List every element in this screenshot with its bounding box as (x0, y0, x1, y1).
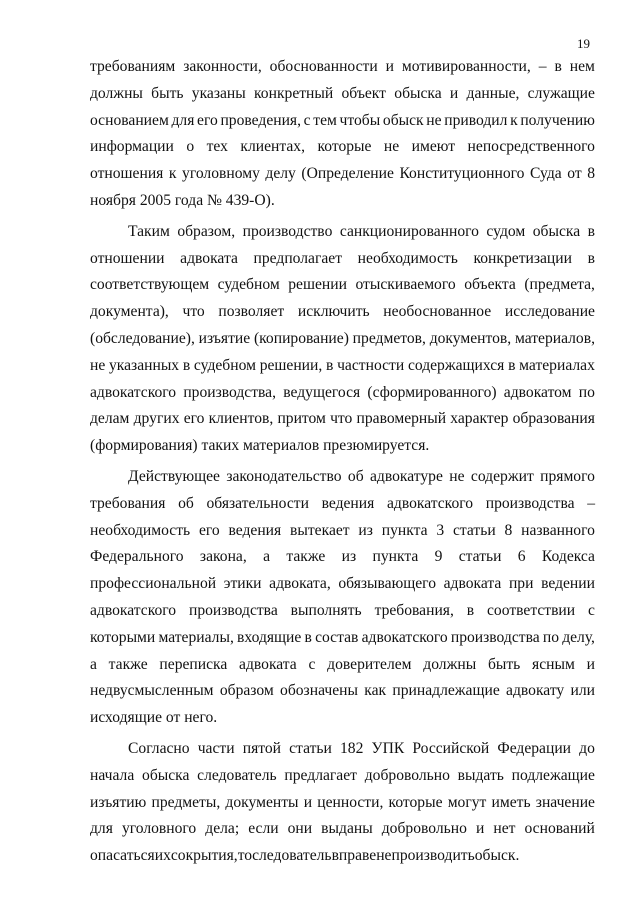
word: и (385, 58, 394, 75)
word: предлагает (284, 766, 357, 784)
word: должны (90, 84, 143, 102)
word: характер (450, 410, 509, 428)
text-line (90, 843, 595, 870)
word: которые (317, 138, 372, 156)
word: с (303, 111, 311, 129)
word: объекта (464, 276, 516, 294)
word: обыска (394, 84, 442, 102)
word: его (198, 521, 220, 539)
word: и (303, 793, 313, 811)
word: обязывающего (338, 575, 436, 593)
word: не (449, 467, 465, 485)
word: тех (206, 138, 228, 156)
word: могут (447, 793, 487, 811)
word: материалах (519, 356, 595, 374)
word: добровольно (364, 766, 450, 784)
word: судом (486, 222, 526, 240)
word: адвоката, (269, 575, 331, 593)
word: как (364, 682, 387, 700)
word: к (168, 165, 177, 183)
text-line (90, 678, 595, 705)
word: которые (388, 793, 443, 811)
word: документа), (90, 303, 169, 321)
word: Кодекса (541, 548, 595, 566)
word: значение (535, 793, 595, 811)
word: предполагает (253, 249, 343, 267)
word: ведения (321, 494, 375, 512)
word: (предмета, (524, 276, 595, 294)
word: а (90, 655, 97, 673)
text-line (90, 326, 595, 353)
word: (формирования) таких материалов презюмируется. (90, 437, 430, 455)
word: его (183, 410, 205, 428)
word: этики (223, 575, 262, 593)
text-line (90, 108, 595, 135)
text-line (90, 652, 595, 679)
word: к (510, 111, 518, 129)
text-line (90, 571, 595, 598)
word: производства (450, 628, 540, 646)
word: отыскиваемого (355, 276, 456, 294)
word: из (358, 521, 373, 539)
word: Российской (412, 739, 490, 757)
word: быть (151, 84, 184, 102)
word: 8 (587, 165, 595, 183)
paragraph (90, 736, 595, 870)
word: они (287, 820, 313, 838)
word: предметы, (151, 793, 221, 811)
word: судебном (217, 276, 280, 294)
word: указанных (109, 356, 180, 374)
text-line (90, 491, 595, 518)
word: делам (90, 410, 130, 428)
word: требованиям (90, 58, 176, 75)
word: в (508, 356, 516, 374)
word: делу, (562, 628, 595, 646)
word: сокрытия, (170, 847, 238, 865)
word: приводил (444, 111, 508, 129)
word: переписка (159, 655, 228, 673)
word: содержит (470, 467, 534, 485)
word: отношении (90, 249, 165, 267)
text-line (90, 406, 595, 433)
word: пятой (242, 739, 281, 757)
word: соответствии (487, 601, 576, 619)
word: об (347, 467, 364, 485)
word: имеют (411, 138, 456, 156)
word: данные, (466, 84, 520, 102)
word: прямого (540, 467, 595, 485)
text-line (90, 272, 595, 299)
word: адвоката (180, 249, 238, 267)
word: если (248, 820, 279, 838)
word: правомерный (356, 410, 447, 428)
word: информации (90, 138, 174, 156)
word: документы (225, 793, 299, 811)
word: об (178, 494, 194, 512)
word: опасаться (90, 847, 155, 865)
text-line (90, 380, 595, 407)
word: клиентах, (240, 138, 305, 156)
text-line (90, 790, 595, 817)
word: необоснованное (383, 303, 492, 321)
word: – (587, 494, 595, 512)
text-line (90, 816, 595, 843)
word: следователь (252, 847, 332, 865)
word: Конституционного (399, 165, 525, 183)
word: 182 (340, 739, 364, 757)
word: 6 (517, 548, 526, 566)
word: не (383, 138, 400, 156)
word: делу (265, 165, 296, 183)
word: производства, (183, 383, 277, 401)
text-line (90, 134, 595, 161)
word: статьи (452, 521, 496, 539)
word: (обследование), (90, 329, 195, 347)
word: объект (341, 84, 386, 102)
word: профессиональной (90, 575, 217, 593)
word: ценности, (317, 793, 384, 811)
word: обыск. (474, 847, 520, 865)
word: получению (520, 111, 595, 129)
word: конкретный (254, 84, 334, 102)
word: статьи (458, 548, 502, 566)
text-line (90, 188, 595, 215)
word: 3 (436, 521, 445, 539)
word: вытекает (290, 521, 350, 539)
word: то (237, 847, 253, 865)
word: адвоката (443, 575, 502, 593)
word: Суда (530, 165, 562, 183)
word: производить (391, 847, 475, 865)
word: быть (487, 655, 521, 673)
word: иметь (491, 793, 531, 811)
text-line (90, 54, 595, 81)
paragraph (90, 464, 595, 732)
word: части (197, 739, 235, 757)
word: дела; (205, 820, 240, 838)
word: Действующее (128, 467, 220, 485)
word: по (542, 628, 559, 646)
word: необходимость (90, 521, 191, 539)
word: в (182, 356, 191, 374)
word: их (154, 847, 171, 865)
word: с (308, 655, 316, 673)
word: ведении (541, 575, 595, 593)
word: предметов, (352, 329, 426, 347)
word: и (475, 820, 485, 838)
word: нем (569, 58, 595, 75)
word: должны (423, 655, 477, 673)
word: тем (313, 111, 337, 129)
word: уголовному (182, 165, 260, 183)
word: выдать (457, 766, 504, 784)
word: исследование (504, 303, 595, 321)
word: Федерального (90, 548, 184, 566)
word: исходящие от него. (90, 709, 218, 727)
word: адвокатского (90, 383, 177, 401)
text-line (90, 598, 595, 625)
text-line (90, 433, 595, 460)
word: непосредственного (467, 138, 595, 156)
word: материалов, (514, 329, 595, 347)
word: решении (288, 276, 347, 294)
word: следователь (197, 766, 277, 784)
word: обыска (532, 222, 581, 240)
word: обоснованности (269, 58, 378, 75)
word: добровольно (381, 820, 467, 838)
word: конкретизации (473, 249, 572, 267)
word: служащие (527, 84, 595, 102)
word: адвокатом (503, 383, 572, 401)
word: позволяет (218, 303, 285, 321)
word: (Определение (301, 165, 394, 183)
text-line (90, 219, 595, 246)
word: изъятию (90, 793, 147, 811)
text-line (90, 161, 595, 188)
word: 9 (434, 548, 443, 566)
word: притом (277, 410, 326, 428)
word: Таким (128, 222, 170, 240)
word: мотивированности, (401, 58, 531, 75)
word: отношения (90, 165, 164, 183)
text-line (90, 705, 595, 732)
word: санкционированного (339, 222, 479, 240)
word: в (326, 356, 334, 374)
word: обыска (142, 766, 190, 784)
word: других (133, 410, 180, 428)
word: или (570, 682, 595, 700)
word: документов, (429, 329, 512, 347)
word: что (182, 303, 205, 321)
text-line (90, 464, 595, 491)
word: подлежащие (511, 766, 595, 784)
word: уголовного (121, 820, 197, 838)
word: ведения (228, 521, 282, 539)
word: указаны (191, 84, 246, 102)
word: обыск (382, 111, 424, 129)
word: в (304, 628, 312, 646)
word: адвоката (239, 655, 297, 673)
word: также (108, 655, 148, 673)
word: принадлежащие (392, 682, 500, 700)
word: не (376, 847, 392, 865)
word: которыми (90, 628, 156, 646)
word: образом (219, 682, 274, 700)
word: содержащихся (407, 356, 505, 374)
text-line (90, 299, 595, 326)
word: УПК (371, 739, 405, 757)
word: материалы, (158, 628, 234, 646)
text-line (90, 353, 595, 380)
word: изъятие (198, 329, 251, 347)
word: от (567, 165, 582, 183)
word: выданы (321, 820, 373, 838)
word: и (586, 655, 595, 673)
word: вправе (331, 847, 377, 865)
word: по (578, 383, 595, 401)
word: образом, (177, 222, 236, 240)
word: необходимость (357, 249, 458, 267)
word: доверителем (327, 655, 412, 673)
word: ведущегося (283, 383, 361, 401)
word: адвокатуре (370, 467, 443, 485)
word: адвокатского (361, 628, 448, 646)
word: пункта (381, 521, 428, 539)
word: требования, (374, 601, 454, 619)
word: в (587, 222, 595, 240)
text-line (90, 736, 595, 763)
word: статьи (289, 739, 332, 757)
word: при (508, 575, 534, 593)
word: основанием (90, 111, 169, 129)
word: ноября 2005 года № 439-О). (90, 191, 275, 209)
word: проведения, (220, 111, 301, 129)
word: пункта (372, 548, 419, 566)
word: судебном (193, 356, 256, 374)
word: (сформированного) (367, 383, 497, 401)
word: адвокату (506, 682, 565, 700)
text-line (90, 81, 595, 108)
word: адвокатского (90, 601, 177, 619)
word: – (538, 58, 547, 75)
paragraph (90, 54, 595, 215)
word: с (588, 601, 595, 619)
text-line (90, 763, 595, 790)
word: также (286, 548, 326, 566)
word: состав (315, 628, 359, 646)
word: законодательство (226, 467, 342, 485)
word: недвусмысленным (90, 682, 214, 700)
word: для (171, 111, 195, 129)
text-line (90, 625, 595, 652)
word: Согласно (128, 739, 190, 757)
word: в (554, 58, 562, 75)
word: законности, (183, 58, 262, 75)
word: обозначены (280, 682, 358, 700)
word: обязательности (206, 494, 309, 512)
text-line (90, 544, 595, 571)
word: из (341, 548, 357, 566)
word: требования (90, 494, 166, 512)
word: в (466, 601, 475, 619)
word: до (579, 739, 595, 757)
word: исключить (297, 303, 370, 321)
text-line (90, 246, 595, 273)
word: решении, (259, 356, 323, 374)
word: адвокатского (386, 494, 474, 512)
paragraph (90, 219, 595, 460)
word: производства (188, 601, 278, 619)
word: нет (493, 820, 516, 838)
word: Федерации (497, 739, 572, 757)
word: в (587, 249, 595, 267)
word: оснований (524, 820, 595, 838)
word: (копирование) (253, 329, 349, 347)
body-text (90, 54, 595, 870)
word: а (263, 548, 270, 566)
text-line (90, 518, 595, 545)
word: соответствующем (90, 276, 210, 294)
page-number: 19 (577, 36, 590, 51)
word: клиентов, (208, 410, 274, 428)
word: названного (521, 521, 595, 539)
word: закона, (199, 548, 247, 566)
word: что (330, 410, 353, 428)
word: ясным (532, 655, 575, 673)
word: начала (90, 766, 135, 784)
word: для (90, 820, 113, 838)
word: и (449, 84, 459, 102)
word: выполнять (290, 601, 362, 619)
word: чтобы (339, 111, 381, 129)
word: производства (485, 494, 575, 512)
word: частности (337, 356, 405, 374)
word: не (426, 111, 442, 129)
word: производство (242, 222, 333, 240)
word: не (90, 356, 106, 374)
word: о (186, 138, 195, 156)
word: входящие (237, 628, 302, 646)
word: образования (512, 410, 595, 428)
word: 8 (504, 521, 513, 539)
word: его (197, 111, 218, 129)
